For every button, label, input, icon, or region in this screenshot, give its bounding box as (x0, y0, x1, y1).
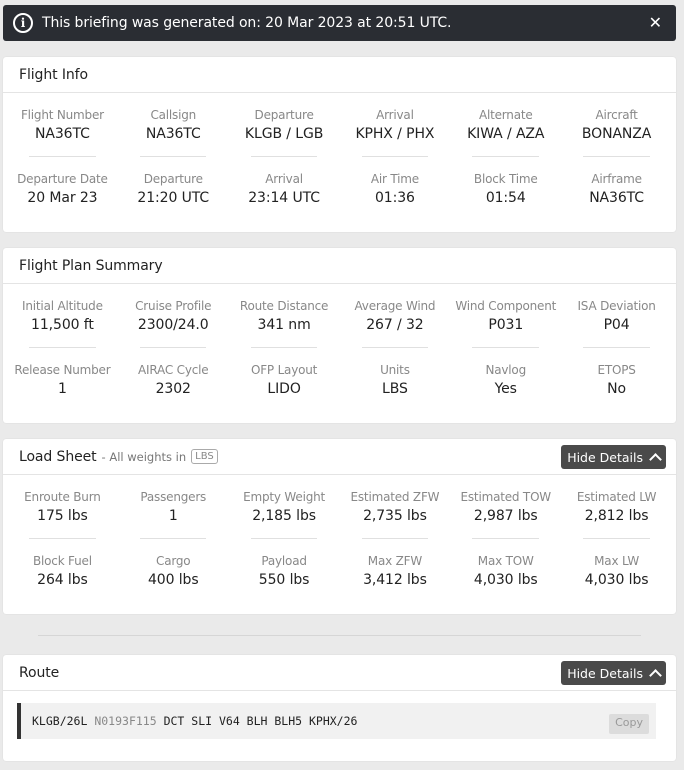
banner-text: This briefing was generated on: 20 Mar 2023 at 20:51 UTC. (42, 15, 452, 31)
flight-number-field (7, 93, 118, 157)
section-divider (38, 635, 641, 636)
field-value: 01:36 (374, 190, 415, 206)
estimated-lw-field (561, 475, 672, 539)
initial-altitude-field (7, 284, 118, 348)
route-hide-details-button[interactable] (561, 661, 666, 685)
unit-badge: LBS (191, 449, 218, 464)
flight-info-row-2 (3, 157, 676, 221)
field-label: Departure (254, 108, 314, 122)
average-wind-field (340, 284, 451, 348)
load-sheet-row-1 (3, 475, 676, 539)
field-value: 267 / 32 (366, 317, 424, 333)
cargo-field (118, 539, 229, 603)
load-sheet-title: Load Sheet (19, 448, 97, 465)
field-label: ISA Deviation (577, 299, 656, 313)
field-value: 4,030 lbs (584, 572, 649, 588)
flight-plan-title: Flight Plan Summary (19, 257, 163, 274)
copy-route-button[interactable]: Copy (609, 714, 649, 734)
field-label: Aircraft (595, 108, 638, 122)
passengers-field (118, 475, 229, 539)
field-label: Estimated TOW (460, 490, 551, 504)
field-label: Average Wind (354, 299, 436, 313)
field-label: Navlog (485, 363, 526, 377)
field-value: 4,030 lbs (473, 572, 538, 588)
hide-details-label: Hide Details (567, 665, 643, 681)
field-value: BONANZA (581, 126, 652, 142)
departure-time-field (118, 157, 229, 221)
field-label: Max LW (594, 554, 640, 568)
route-path: DCT SLI V64 BLH BLH5 KPHX/26 (163, 714, 358, 728)
field-value: 264 lbs (37, 572, 88, 588)
field-value: 2300/24.0 (137, 317, 209, 333)
departure-date-field (7, 157, 118, 221)
field-value: 21:20 UTC (137, 190, 210, 206)
load-sheet-header (3, 439, 676, 475)
departure-airport-field (229, 93, 340, 157)
field-value: 11,500 ft (31, 317, 94, 333)
field-value: 3,412 lbs (363, 572, 427, 588)
load-sheet-row-2 (3, 539, 676, 603)
airframe-field (561, 157, 672, 221)
field-label: Max TOW (477, 554, 534, 568)
field-label: Departure (143, 172, 203, 186)
flight-info-header (3, 57, 676, 93)
field-value: 2,987 lbs (473, 508, 538, 524)
payload-field (229, 539, 340, 603)
hide-details-label: Hide Details (567, 449, 643, 465)
field-value: P04 (603, 317, 630, 333)
field-value: 175 lbs (37, 508, 88, 524)
field-label: Estimated ZFW (350, 490, 440, 504)
field-label: Payload (261, 554, 307, 568)
max-tow-field (450, 539, 561, 603)
field-label: Release Number (14, 363, 111, 377)
flight-info-title: Flight Info (19, 66, 88, 83)
field-value: P031 (488, 317, 524, 333)
field-label: Initial Altitude (22, 299, 103, 313)
etops-field (561, 348, 672, 412)
wind-component-field (450, 284, 561, 348)
chevron-up-icon (649, 669, 662, 682)
field-value: NA36TC (145, 126, 201, 142)
field-label: Departure Date (17, 172, 108, 186)
arrival-time-field (229, 157, 340, 221)
weights-unit-note: - All weights in (101, 449, 187, 464)
alternate-field (450, 93, 561, 157)
route-string-box (17, 703, 656, 739)
field-label: Estimated LW (576, 490, 657, 504)
flight-info-row-1 (3, 93, 676, 157)
block-fuel-field (7, 539, 118, 603)
field-value: 01:54 (485, 190, 526, 206)
briefing-banner (3, 5, 676, 41)
field-label: Arrival (376, 108, 414, 122)
empty-weight-field (229, 475, 340, 539)
close-icon[interactable]: ✕ (648, 13, 662, 32)
field-value: KPHX / PHX (355, 126, 435, 142)
field-value: 2,812 lbs (584, 508, 649, 524)
field-label: Max ZFW (367, 554, 423, 568)
field-value: LIDO (267, 381, 301, 397)
max-lw-field (561, 539, 672, 603)
aircraft-field (561, 93, 672, 157)
release-number-field (7, 348, 118, 412)
cruise-profile-field (118, 284, 229, 348)
field-value: 2,735 lbs (363, 508, 427, 524)
field-value: Yes (494, 381, 517, 397)
field-value: 20 Mar 23 (27, 190, 98, 206)
ofp-layout-field (229, 348, 340, 412)
flight-plan-row-1 (3, 284, 676, 348)
arrival-airport-field (340, 93, 451, 157)
field-label: Cruise Profile (135, 299, 212, 313)
field-label: Cargo (156, 554, 191, 568)
route-origin: KLGB/26L (32, 714, 88, 728)
estimated-tow-field (450, 475, 561, 539)
field-label: OFP Layout (250, 363, 318, 377)
route-speed-altitude: N0193F115 (94, 714, 157, 728)
route-header (3, 655, 676, 691)
field-label: Flight Number (20, 108, 104, 122)
field-value: 23:14 UTC (248, 190, 320, 206)
route-distance-field (229, 284, 340, 348)
air-time-field (340, 157, 451, 221)
block-time-field (450, 157, 561, 221)
field-label: Route Distance (239, 299, 329, 313)
field-value: 1 (58, 381, 67, 397)
load-sheet-subtitle (102, 449, 218, 464)
field-value: 2302 (155, 381, 191, 397)
max-zfw-field (340, 539, 451, 603)
field-value: KIWA / AZA (467, 126, 545, 142)
route-card (3, 655, 676, 761)
flight-info-card (3, 57, 676, 232)
field-label: Alternate (478, 108, 533, 122)
chevron-up-icon (649, 453, 662, 466)
load-sheet-card (3, 439, 676, 614)
field-value: 400 lbs (147, 572, 199, 588)
field-value: KLGB / LGB (244, 126, 324, 142)
flight-plan-summary-card (3, 248, 676, 423)
field-value: 2,185 lbs (252, 508, 316, 524)
route-title: Route (19, 664, 60, 681)
field-label: Callsign (150, 108, 197, 122)
field-value: 341 nm (257, 317, 311, 333)
field-label: Enroute Burn (24, 490, 101, 504)
field-label: Empty Weight (243, 490, 326, 504)
field-value: 550 lbs (258, 572, 310, 588)
load-sheet-hide-details-button[interactable] (561, 445, 666, 469)
field-value: 1 (168, 508, 178, 524)
field-label: Air Time (370, 172, 419, 186)
isa-deviation-field (561, 284, 672, 348)
enroute-burn-field (7, 475, 118, 539)
field-label: ETOPS (597, 363, 636, 377)
flight-plan-row-2 (3, 348, 676, 412)
field-label: Wind Component (455, 299, 557, 313)
field-value: NA36TC (35, 126, 90, 142)
field-label: Units (380, 363, 410, 377)
callsign-field (118, 93, 229, 157)
units-field (340, 348, 451, 412)
field-value: NA36TC (589, 190, 644, 206)
field-label: Passengers (140, 490, 207, 504)
airac-cycle-field (118, 348, 229, 412)
field-value: LBS (382, 381, 408, 397)
navlog-field (450, 348, 561, 412)
estimated-zfw-field (340, 475, 451, 539)
field-label: AIRAC Cycle (138, 363, 209, 377)
info-icon: i (13, 13, 33, 33)
field-label: Arrival (265, 172, 303, 186)
field-value: No (607, 381, 626, 397)
field-label: Block Fuel (32, 554, 92, 568)
flight-plan-header (3, 248, 676, 284)
field-label: Block Time (473, 172, 538, 186)
field-label: Airframe (591, 172, 642, 186)
